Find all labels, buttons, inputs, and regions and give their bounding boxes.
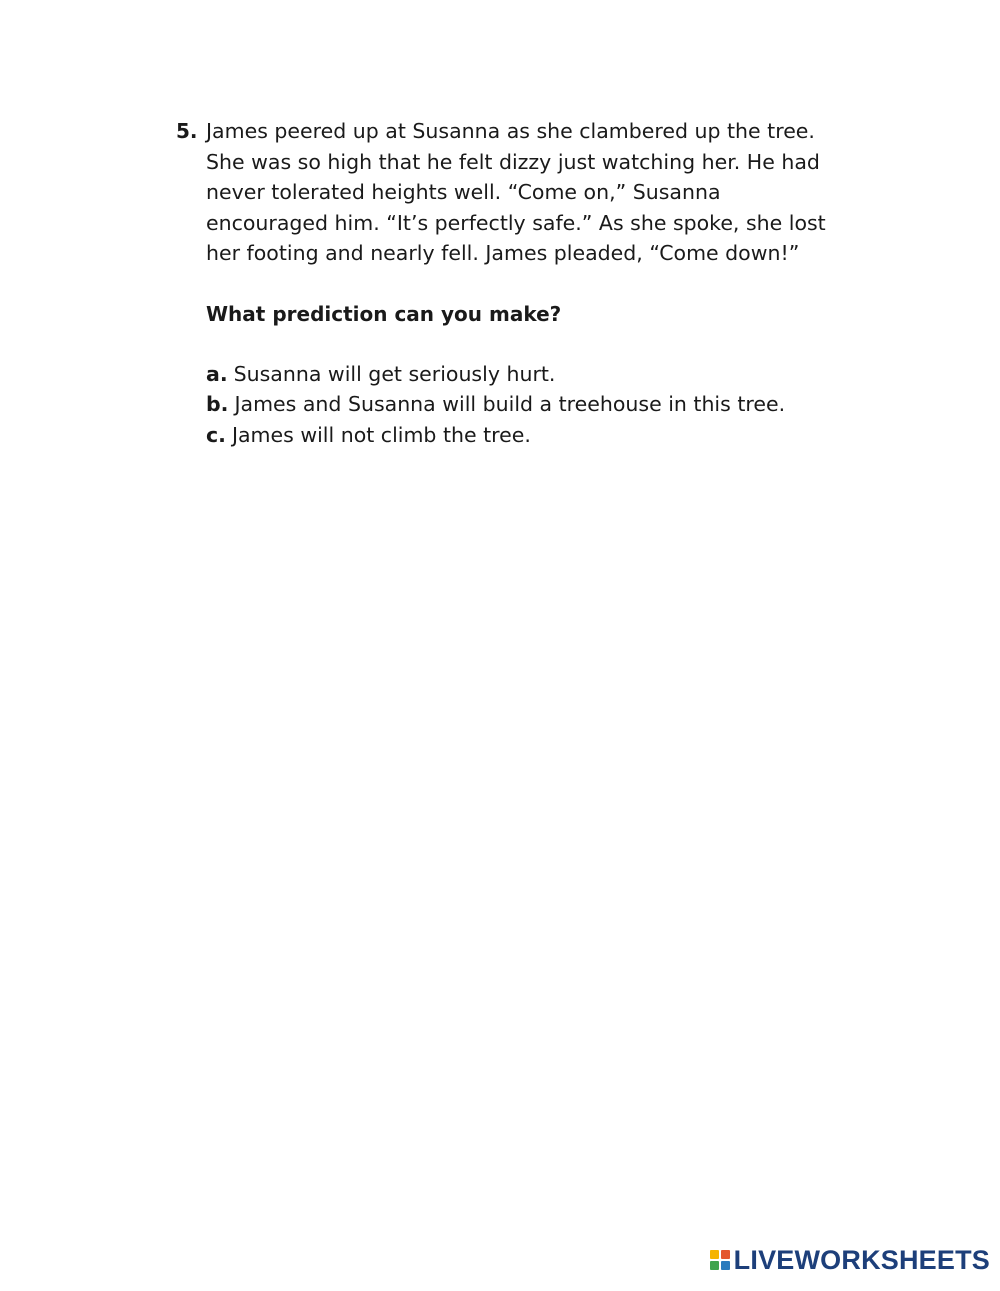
answer-options <box>206 359 896 451</box>
logo-mark-cell <box>710 1250 719 1259</box>
passage-line: never tolerated heights well. “Come on,” Susanna <box>206 180 721 204</box>
option-text: James will not climb the tree. <box>231 422 531 447</box>
passage-line: her footing and nearly fell. James pleaded, “Come down!” <box>206 241 800 265</box>
question-prompt: What prediction can you make? <box>206 301 562 326</box>
option-text: Susanna will get seriously hurt. <box>233 361 556 386</box>
answer-option-b[interactable] <box>206 389 896 420</box>
option-text: James and Susanna will build a treehouse in this tree. <box>234 392 786 416</box>
passage-line: She was so high that he felt dizzy just watching her. He had <box>206 149 820 174</box>
passage-line: encouraged him. “It’s perfectly safe.” As she spoke, she lost <box>206 210 826 235</box>
option-letter: b. <box>206 392 229 416</box>
question-block <box>176 116 896 450</box>
answer-option-a[interactable] <box>206 359 896 390</box>
question-row <box>176 116 896 269</box>
liveworksheets-logo <box>710 1245 990 1275</box>
logo-mark-cell <box>721 1261 730 1270</box>
logo-mark-cell <box>710 1261 719 1270</box>
question-number: 5. <box>176 119 198 143</box>
logo-mark-cell <box>721 1250 730 1259</box>
option-letter: c. <box>206 422 226 447</box>
liveworksheets-logo-text: LIVEWORKSHEETS <box>733 1245 990 1275</box>
liveworksheets-logo-icon <box>710 1250 730 1270</box>
question-passage <box>206 116 886 269</box>
answer-option-c[interactable] <box>206 420 896 451</box>
option-letter: a. <box>206 361 228 386</box>
passage-line: James peered up at Susanna as she clambered up the tree. <box>206 119 815 143</box>
